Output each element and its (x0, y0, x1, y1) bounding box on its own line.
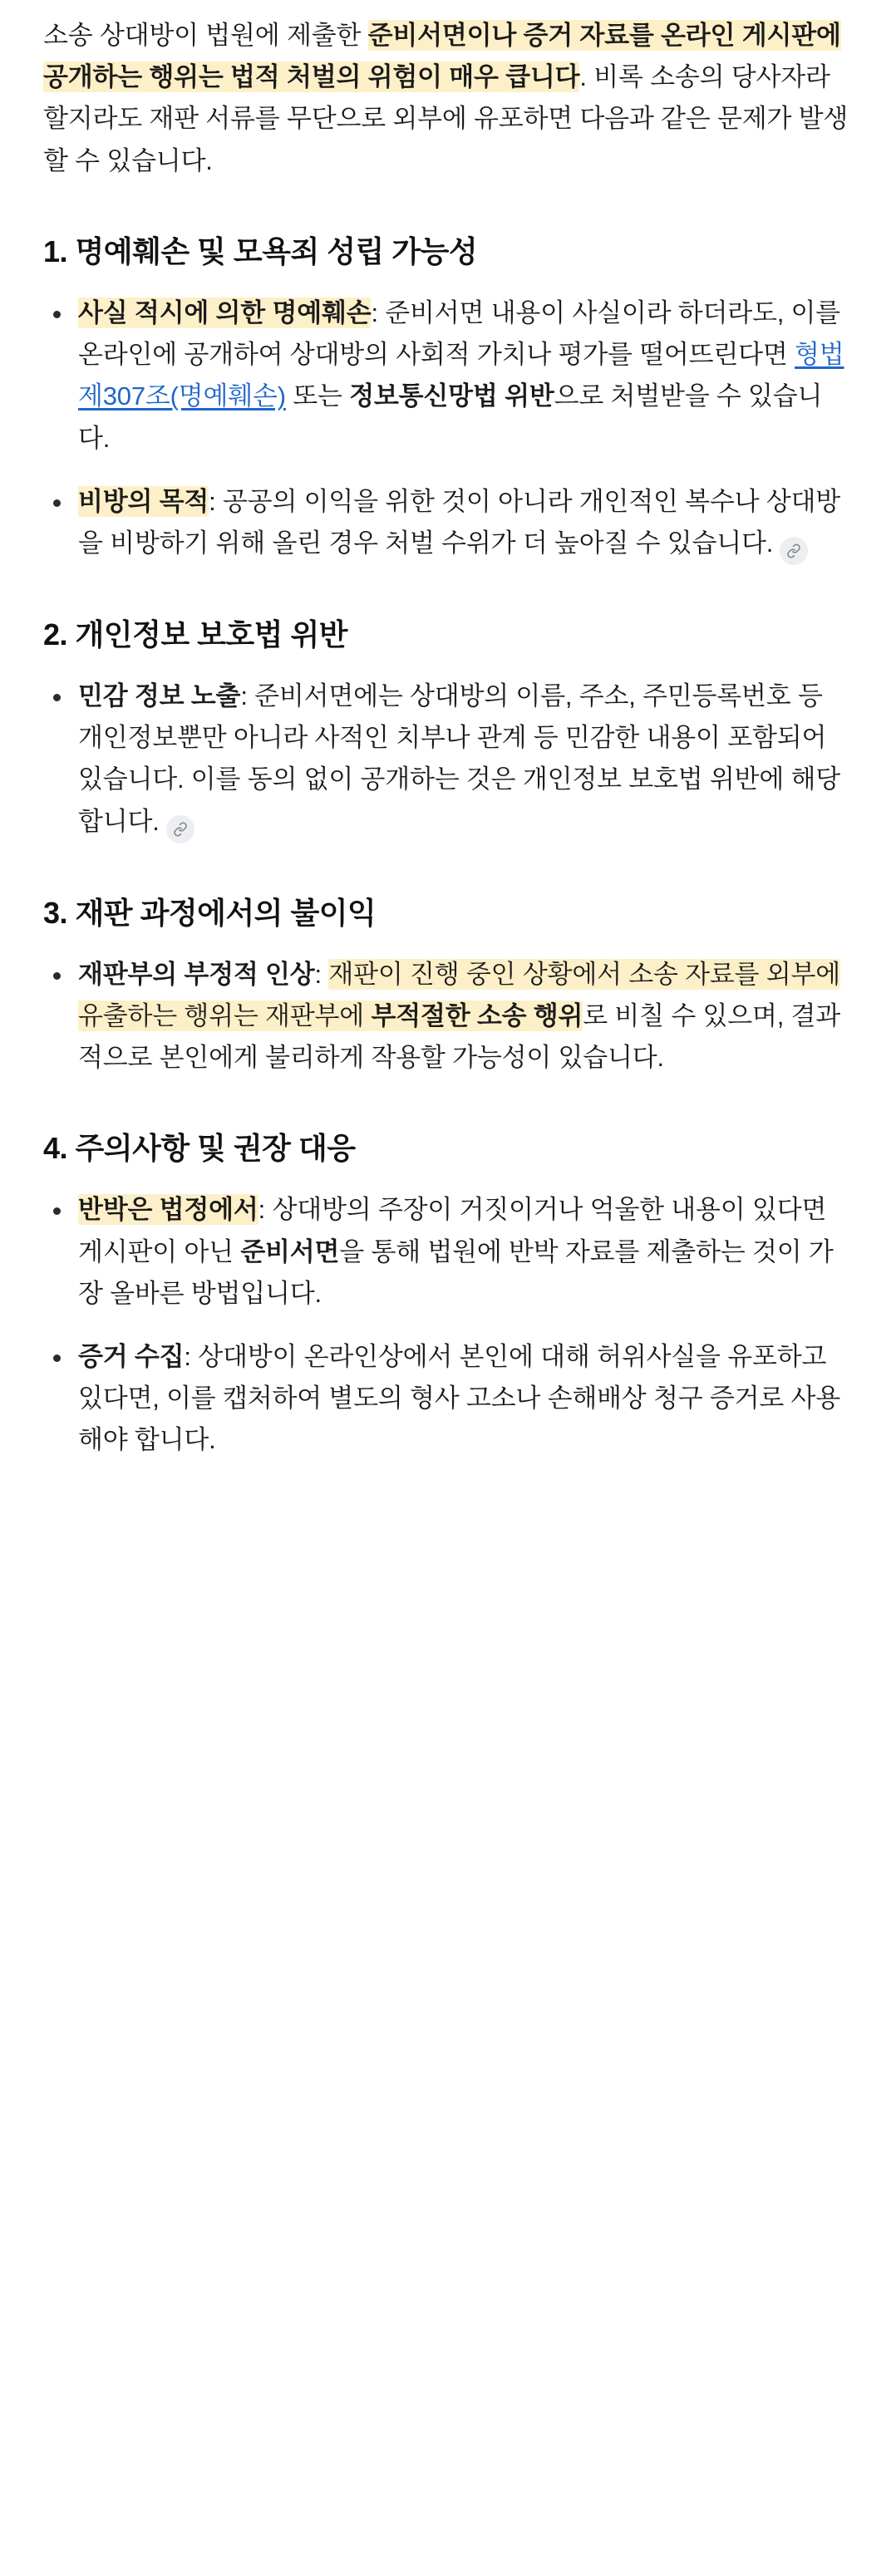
item-lead: 반박은 법정에서 (78, 1195, 258, 1225)
item-bold-2: 준비서면 (240, 1236, 340, 1266)
intro-paragraph (43, 15, 853, 182)
intro-highlight: 준비서면이나 증거 자료를 온라인 게시판에 공개하는 행위는 법적 처벌의 위험이 매우 큽니다 (43, 21, 841, 92)
item-lead: 사실 적시에 의한 명예훼손 (78, 297, 372, 327)
list-item (43, 1189, 853, 1315)
section-title-3: 3. 재판 과정에서의 불이익 (43, 895, 377, 930)
item-text-2: 로 비칠 수 있으며, 결과적으로 본인에게 불리하게 작용할 가능성이 있습니다. (78, 1000, 841, 1073)
section-list-4 (43, 1189, 853, 1461)
section-list-1 (43, 293, 853, 565)
law-link-criminal-act-307[interactable]: 형법 제307조(명예훼손) (78, 340, 844, 411)
item-highlight-bold: 부적절한 소송 행위 (371, 1000, 583, 1030)
list-item-text (78, 487, 840, 558)
item-text-1: : 준비서면에는 상대방의 이름, 주소, 주민등록번호 등 개인정보뿐만 아니라 사적인 치부나 관계 등 민감한 내용이 포함되어 있습니다. 이를 동의 없이 공개하는 것은 개인정보 보호법 위반에 해당합니다. (78, 681, 841, 836)
list-item (43, 676, 853, 843)
item-text-3: 을 통해 법원에 반박 자료를 제출하는 것이 가장 올바른 방법입니다. (78, 1236, 834, 1308)
list-item (43, 1336, 853, 1462)
intro-text-part-1: 소송 상대방이 법원에 제출한 (43, 21, 368, 50)
item-highlight-run: 재판이 진행 중인 상황에서 소송 자료를 외부에 유출하는 행위는 재판부에 (78, 959, 841, 1030)
list-item (43, 481, 853, 565)
section-title-1: 1. 명예훼손 및 모욕죄 성립 가능성 (43, 234, 478, 268)
link-icon[interactable] (166, 815, 194, 843)
list-item-text (78, 681, 840, 836)
list-item (43, 293, 853, 460)
list-item-text (78, 1194, 834, 1307)
item-lead: 증거 수집 (78, 1341, 185, 1371)
list-item-text (78, 959, 840, 1072)
item-lead: 재판부의 부정적 인상 (78, 959, 315, 989)
intro-text-part-2: . 비록 소송의 당사자라 할지라도 재판 서류를 무단으로 외부에 유포하면 다음과 같은 문제가 발생할 수 있습니다. (43, 62, 849, 175)
item-bold-2: 정보통신망법 위반 (349, 381, 554, 411)
section-list-3 (43, 954, 853, 1079)
section-title-4: 4. 주의사항 및 권장 대응 (43, 1131, 356, 1166)
list-item-text (78, 297, 844, 453)
item-text-1: : 상대방의 주장이 거짓이거나 억울한 내용이 있다면 게시판이 아닌 (78, 1195, 827, 1266)
section-title-2: 2. 개인정보 보호법 위반 (43, 617, 348, 651)
list-item (43, 954, 853, 1079)
link-icon[interactable] (780, 537, 808, 565)
section-list-2 (43, 676, 853, 843)
item-text-3: 으로 처벌받을 수 있습니다. (78, 381, 823, 453)
item-text-1: : 상대방이 온라인상에서 본인에 대해 허위사실을 유포하고 있다면, 이를 캡처하여 별도의 형사 고소나 손해배상 청구 증거로 사용해야 합니다. (78, 1341, 841, 1455)
item-text-1: : 준비서면 내용이 사실이라 하더라도, 이를 온라인에 공개하여 상대방의 사회적 가치나 평가를 떨어뜨린다면 (78, 297, 841, 370)
item-text-1: : (314, 959, 329, 989)
item-lead: 비방의 목적 (78, 486, 209, 516)
item-text-1: : 공공의 이익을 위한 것이 아니라 개인적인 복수나 상대방을 비방하기 위해 올린 경우 처벌 수위가 더 높아질 수 있습니다. (78, 486, 841, 558)
item-lead: 민감 정보 노출 (78, 681, 241, 710)
item-text-2: 또는 (285, 381, 350, 411)
list-item-text (78, 1342, 840, 1454)
